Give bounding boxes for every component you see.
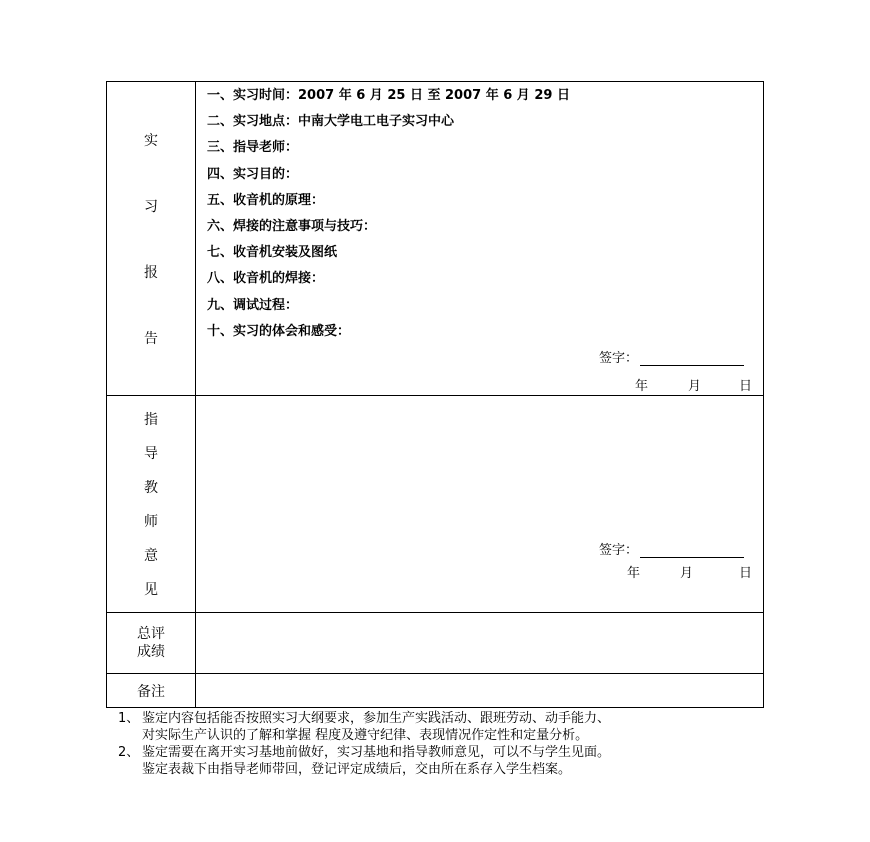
row-divider-teacher: [107, 612, 763, 613]
report-item: 二、实习地点：中南大学电工电子实习中心: [207, 114, 455, 130]
report-item: 十、实习的体会和感受：: [207, 323, 351, 339]
report-item: 一、实习时间：2007 年 6 月 25 日 至 2007 年 6 月 29 日: [207, 88, 570, 103]
report-label: [107, 82, 195, 395]
teacher-date: [627, 562, 752, 581]
report-item: 六、焊接的注意事项与技巧：: [207, 218, 377, 234]
report-item: 七、收音机安装及图纸: [207, 245, 338, 261]
date-month: 月: [680, 566, 694, 581]
footnote-text: 鉴定内容包括能否按照实习大纲要求，参加生产实践活动、跟班劳动、动手能力、: [142, 711, 611, 726]
signature-label: 签字：: [599, 543, 639, 558]
report-label-char: 报: [144, 264, 158, 281]
remarks-label-text: 备注: [137, 684, 165, 700]
footnote-1-cont: [118, 727, 610, 744]
date-day: 日: [739, 566, 753, 581]
report-signature: [599, 347, 744, 366]
teacher-signature: [599, 539, 744, 558]
grade-label: [107, 613, 195, 673]
teacher-label-char: 教: [144, 479, 158, 496]
report-label-char: 告: [144, 330, 158, 347]
report-label-char: 习: [144, 198, 158, 215]
footnotes: [118, 710, 610, 778]
teacher-label-char: 导: [144, 445, 158, 462]
signature-line: [640, 351, 744, 366]
grade-label-line: 成绩: [137, 644, 165, 660]
report-item: 九、调试过程：: [207, 297, 299, 313]
teacher-label-char: 指: [144, 411, 158, 428]
remarks-label: [107, 674, 195, 708]
teacher-label-char: 意: [144, 547, 158, 564]
footnote-number: 2、: [118, 745, 140, 760]
report-item: 三、指导老师：: [207, 140, 299, 156]
date-year: 年: [635, 379, 649, 394]
date-year: 年: [627, 566, 641, 581]
report-items: [207, 88, 570, 350]
teacher-label-char: 师: [144, 513, 158, 530]
footnote-text: 对实际生产认识的了解和掌握 程度及遵守纪律、表现情况作定性和定量分析。: [142, 728, 589, 743]
row-divider-report: [107, 395, 763, 396]
date-day: 日: [739, 379, 753, 394]
signature-label: 签字：: [599, 351, 639, 366]
report-date: [635, 375, 752, 394]
footnote-2-cont: [118, 761, 610, 778]
footnote-2: [118, 744, 610, 761]
footnote-text: 鉴定表裁下由指导老师带回，登记评定成绩后，交由所在系存入学生档案。: [142, 762, 572, 777]
footnote-number: 1、: [118, 711, 140, 726]
date-month: 月: [688, 379, 702, 394]
footnote-text: 鉴定需要在离开实习基地前做好，实习基地和指导教师意见，可以不与学生见面。: [142, 745, 611, 760]
teacher-label-char: 见: [144, 581, 158, 598]
appraisal-form-table: [106, 81, 764, 708]
report-label-char: 实: [144, 132, 158, 149]
teacher-label: [107, 395, 195, 612]
grade-label-line: 总评: [137, 626, 165, 642]
report-item: 五、收音机的原理：: [207, 192, 325, 208]
row-divider-grade: [107, 673, 763, 674]
signature-line: [640, 543, 744, 558]
report-item: 四、实习目的：: [207, 166, 299, 182]
report-item: 八、收音机的焊接：: [207, 271, 325, 287]
footnote-1: [118, 710, 610, 727]
